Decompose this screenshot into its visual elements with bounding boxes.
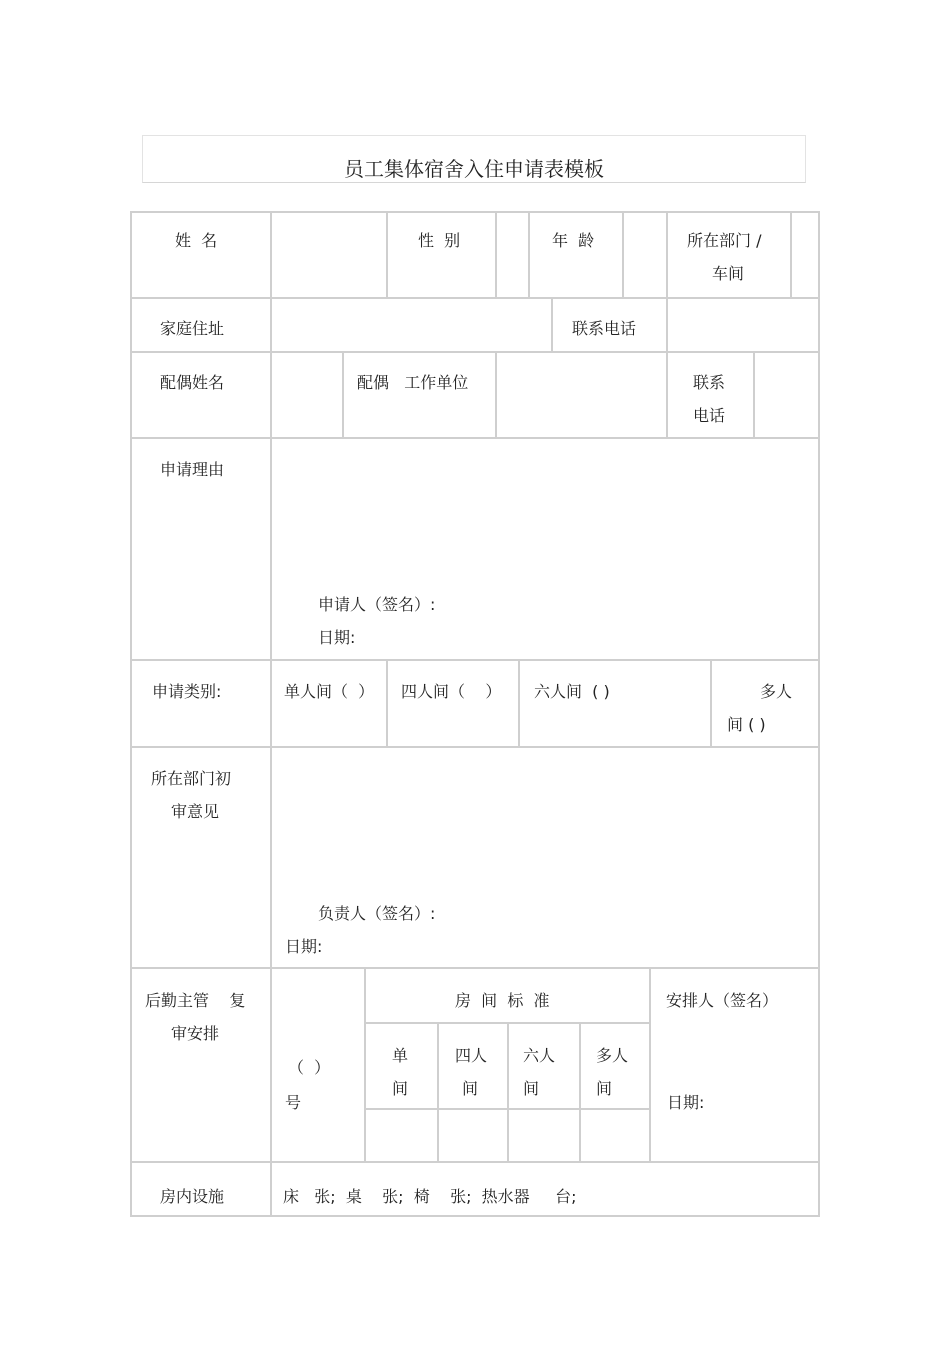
arranger-signature-label: 安排人（签名） <box>666 991 779 1010</box>
row-divider <box>130 659 820 661</box>
dept-review-label: 所在部门初 <box>151 769 232 788</box>
cell-divider <box>342 351 344 437</box>
cell-divider <box>649 967 651 1161</box>
age-label: 年 龄 <box>552 231 595 250</box>
spouse-phone-label-2: 电话 <box>693 406 726 425</box>
manager-signature-label: 负责人（签名）: <box>318 904 436 923</box>
cell-divider <box>507 1022 509 1161</box>
application-date-label: 日期: <box>318 628 356 647</box>
standard-col-six: 六人 <box>523 1046 556 1065</box>
six-person-room-option[interactable]: 六人间 ( ) <box>534 682 610 701</box>
row-divider <box>130 437 820 439</box>
standard-col-multi-2: 间 <box>596 1079 613 1098</box>
reason-label: 申请理由 <box>160 460 225 479</box>
cell-divider <box>386 211 388 297</box>
contact-phone-label: 联系电话 <box>572 319 637 338</box>
row-divider <box>130 967 820 969</box>
category-label: 申请类别: <box>152 682 222 701</box>
cell-divider <box>551 297 553 351</box>
gender-label: 性 别 <box>418 231 461 250</box>
row-divider <box>130 297 820 299</box>
arrangement-date-label: 日期: <box>667 1093 705 1112</box>
review-date-label: 日期: <box>285 937 323 956</box>
cell-divider <box>437 1022 439 1161</box>
standard-col-single: 单 <box>392 1046 409 1065</box>
row-divider <box>130 1161 820 1163</box>
cell-divider <box>528 211 530 297</box>
multi-person-room-option-2[interactable]: 间 ( ) <box>727 715 766 734</box>
room-standard-header: 房 间 标 准 <box>455 991 550 1010</box>
cell-divider <box>495 351 497 437</box>
multi-person-room-option[interactable]: 多人 <box>760 682 793 701</box>
cell-divider <box>622 211 624 297</box>
row-divider <box>130 746 820 748</box>
room-number-field[interactable]: （ ） <box>288 1058 331 1077</box>
spouse-phone-label: 联系 <box>693 373 726 392</box>
standard-col-four-2: 间 <box>462 1079 479 1098</box>
room-number-suffix: 号 <box>285 1093 302 1112</box>
standard-col-six-2: 间 <box>523 1079 540 1098</box>
cell-divider <box>753 351 755 437</box>
label-column-divider <box>270 211 272 1217</box>
cell-divider <box>386 659 388 746</box>
cell-divider <box>666 211 668 297</box>
title-frame <box>142 135 806 183</box>
cell-divider <box>790 211 792 297</box>
name-label: 姓 名 <box>175 231 218 250</box>
spouse-employer-label: 配偶 工作单位 <box>357 373 469 392</box>
cell-divider <box>364 967 366 1161</box>
logistics-review-label: 后勤主管 复 <box>145 991 246 1010</box>
facilities-label: 房内设施 <box>160 1187 225 1206</box>
dept-review-label-2: 审意见 <box>171 802 220 821</box>
four-person-room-option[interactable]: 四人间（ ） <box>401 682 502 701</box>
standard-col-four: 四人 <box>455 1046 488 1065</box>
row-divider <box>130 351 820 353</box>
logistics-review-label-2: 审安排 <box>171 1024 220 1043</box>
cell-divider <box>666 297 668 351</box>
single-room-option[interactable]: 单人间（ ） <box>284 682 375 701</box>
cell-divider <box>666 351 668 437</box>
standard-col-multi: 多人 <box>596 1046 629 1065</box>
cell-divider <box>495 211 497 297</box>
workshop-label: 车间 <box>712 264 745 283</box>
cell-divider <box>518 659 520 746</box>
applicant-signature-label: 申请人（签名）: <box>318 595 436 614</box>
cell-divider <box>710 659 712 746</box>
facilities-items: 床 张; 桌 张; 椅 张; 热水器 台; <box>283 1187 577 1206</box>
department-label: 所在部门 / <box>687 231 762 250</box>
page-title: 员工集体宿舍入住申请表模板 <box>344 157 604 181</box>
home-address-label: 家庭住址 <box>160 319 225 338</box>
cell-divider <box>579 1022 581 1161</box>
spouse-name-label: 配偶姓名 <box>160 373 225 392</box>
standard-col-single-2: 间 <box>392 1079 409 1098</box>
